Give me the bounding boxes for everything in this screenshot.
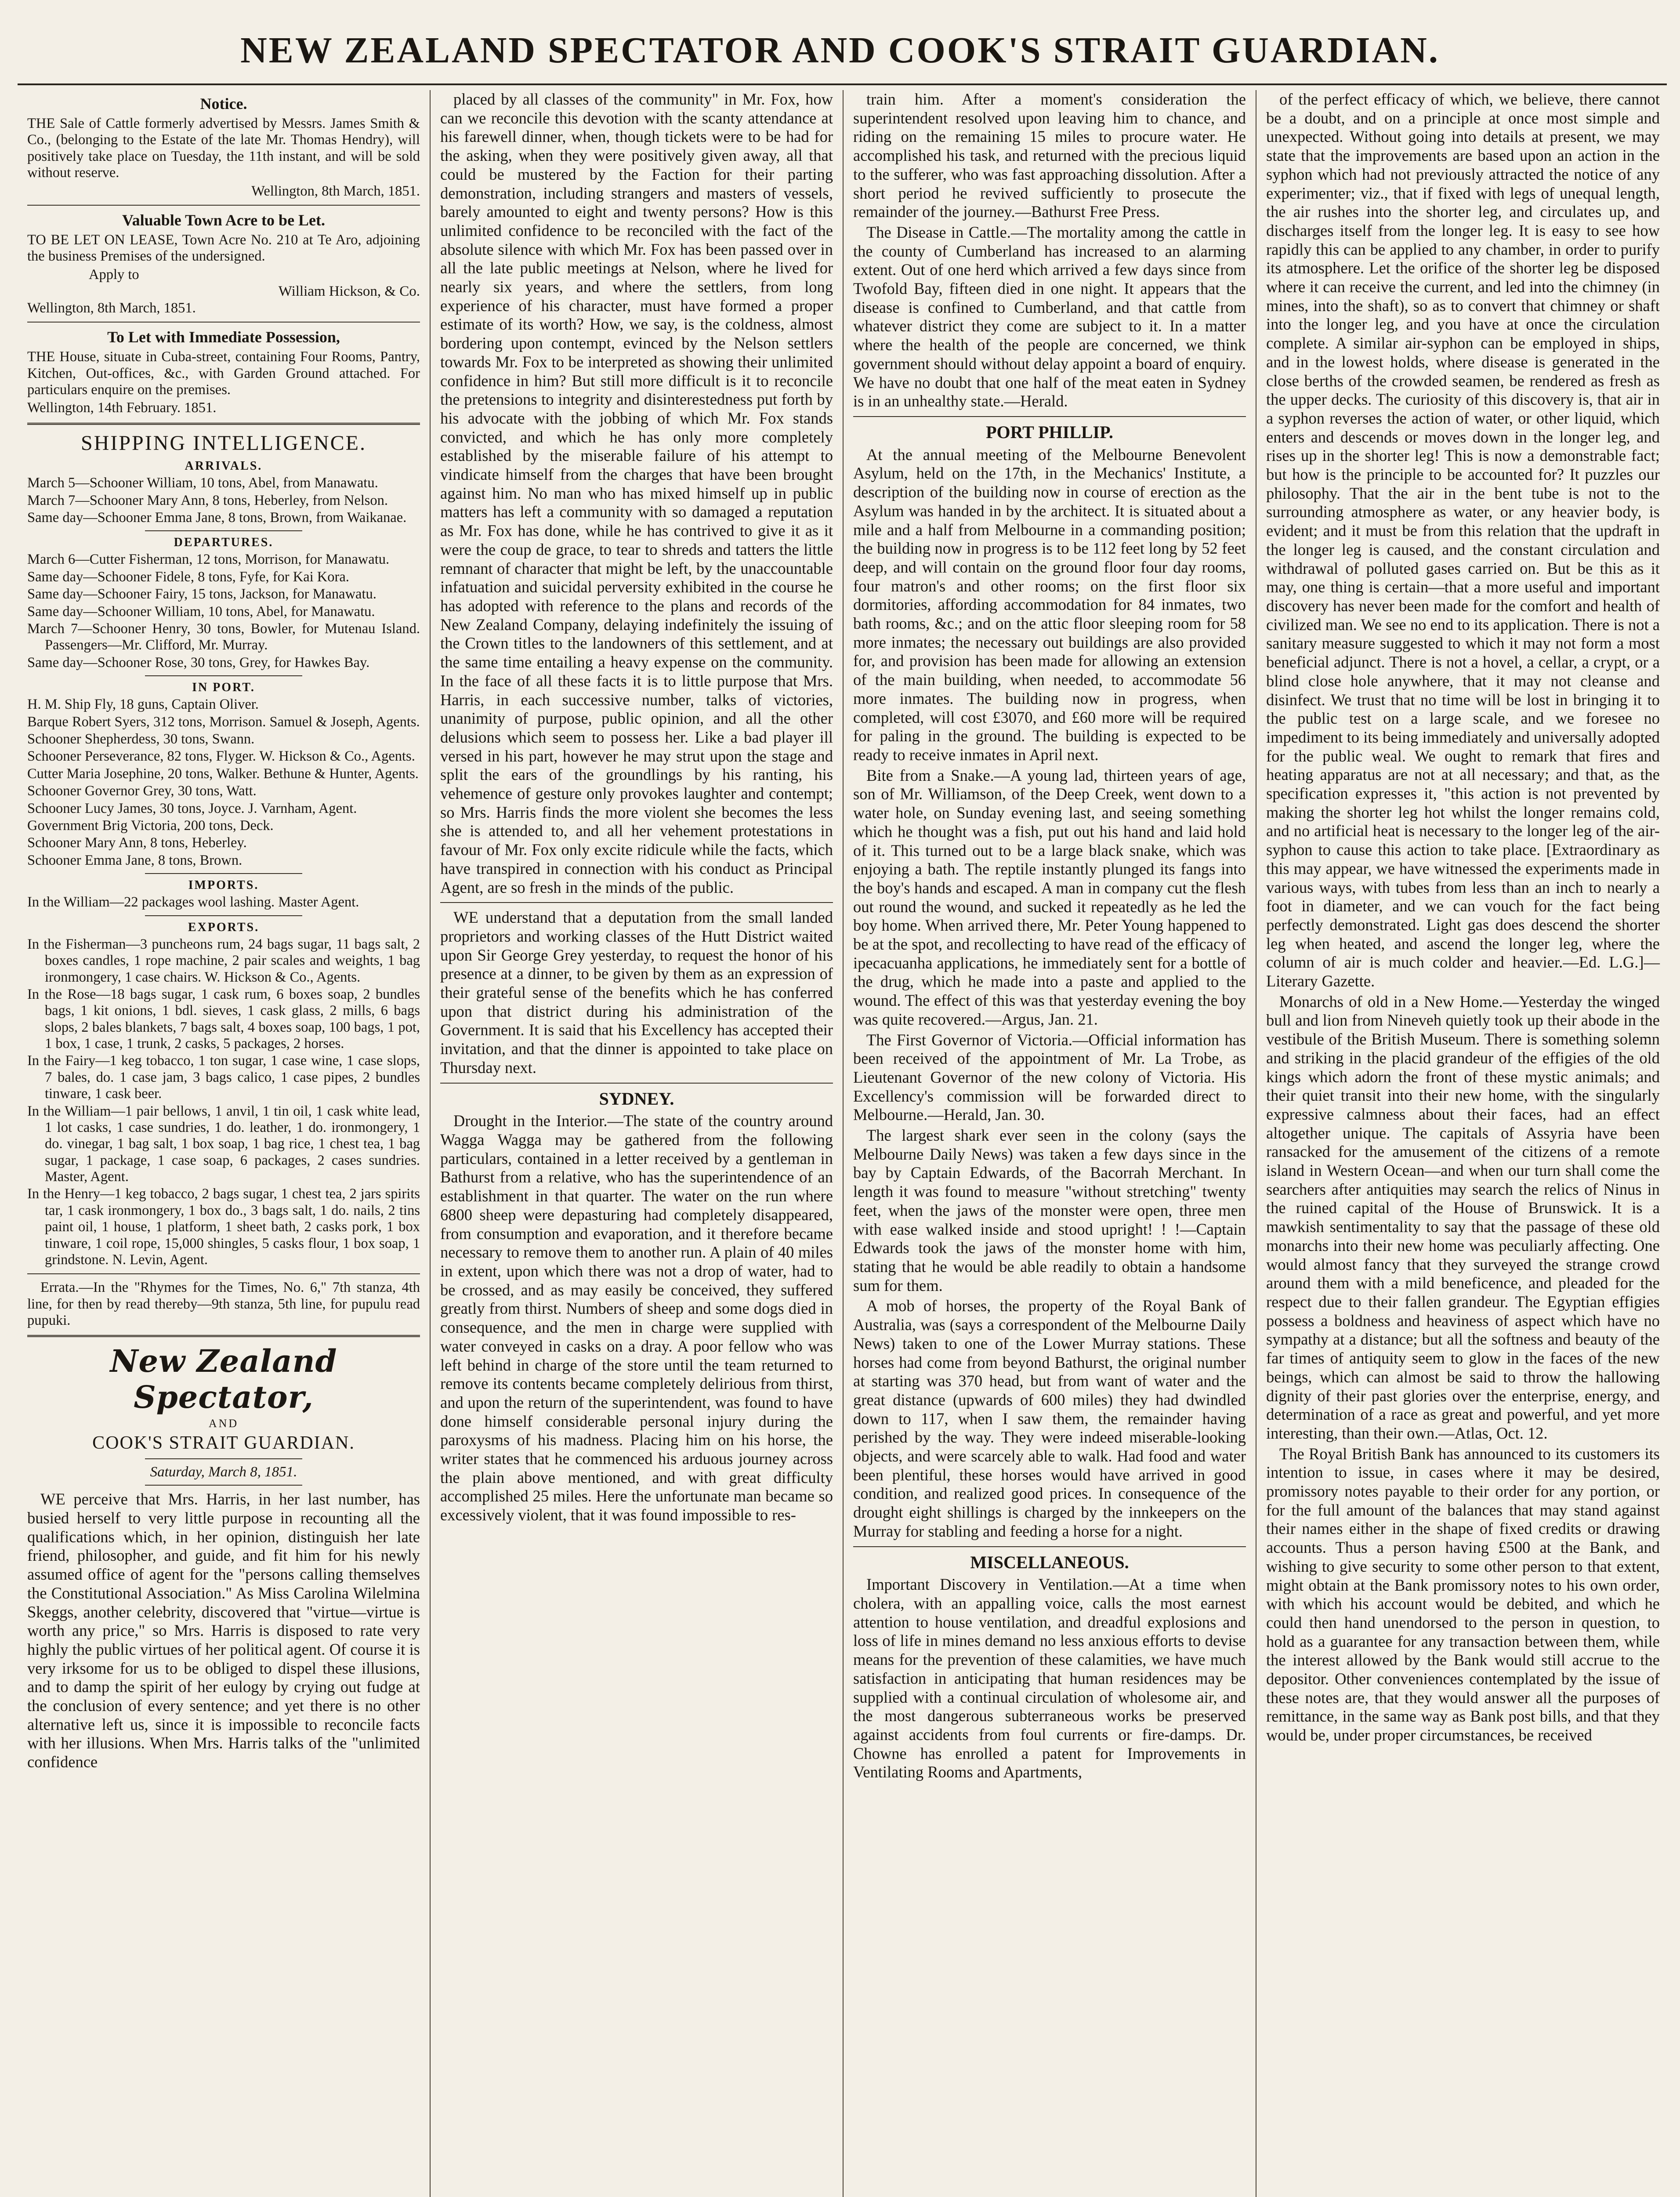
- masthead-title: NEW ZEALAND SPECTATOR AND COOK'S STRAIT GUARDIAN.: [240, 30, 1440, 71]
- divider: [145, 530, 302, 531]
- hutt-deputation-article: WE understand that a deputation from the small landed proprietors and working classes of the Hutt District waited upon Sir George Grey yesterday, to request the honor of his presence at a dinner, to be given by them as an expression of their grateful sense of the benefits which he has conferred upon that district during his administration of the Government. It is said that his Excellency has accepted their invitation, and that the dinner is appointed to take place on Thursday next.: [440, 908, 833, 1077]
- notice-body: THE House, situate in Cuba-street, containing Four Rooms, Pantry, Kitchen, Out-offices, &c., with Garden Ground attached. For particulars enquire on the premises.: [27, 349, 420, 398]
- divider: [145, 873, 302, 874]
- snake-bite-article: Bite from a Snake.—A young lad, thirteen years of age, son of Mr. Williamson, of the Deep Creek, went down to a water hole, on Sunday evening last, and seeing something which he thought was a fish, put out his hand and laid hold of it. This turned out to be a large black snake, which was enjoying a bath. The reptile instantly plunged its fangs into the boy's hands and escaped. A man in company cut the flesh out round the wound, and sucked it repeatedly as he led the boy home. When arrived there, Mr. Peter Young happened to be at the spot, and recollecting to have read of the efficacy of ipecacuanha applications, he immediately sent for a bottle of the drug, which he made into a paste and applied to the wound. The effect of this was that yesterday evening the boy was quite recovered.—Argus, Jan. 21.: [853, 766, 1246, 1028]
- royal-british-bank-article: The Royal British Bank has announced to its customers its intention to issue, in cases where it may be desired, promissory notes payable to their order for any portion, or for the full amount of the balances that may stand against their names either in the shape of fixed credits or drawing accounts. Thus a person having £500 at the Bank, and wishing to give security to some other person to that extent, might obtain at the Bank promissory notes to his own order, with which his account would be debited, and which he could then hand unendorsed to the person in question, to hold as a guarantee for any transaction between them, while the interest allowed by the Bank would still accrue to the depositor. Other conveniences contemplated by the issue of these notes are, that they would answer all the purposes of remittance, in the same way as Bank post bills, and that they would be, under proper circumstances, be received: [1266, 1444, 1660, 1744]
- departure-entry: Same day—Schooner Fidele, 8 tons, Fyfe, for Kai Kora.: [27, 569, 349, 585]
- arrival-entry: March 7—Schooner Mary Ann, 8 tons, Heberley, from Nelson.: [27, 492, 388, 508]
- notice-date: Wellington, 8th March, 1851.: [251, 183, 420, 199]
- shipping-heading: SHIPPING INTELLIGENCE.: [81, 431, 366, 455]
- miscellaneous-heading: MISCELLANEOUS.: [970, 1552, 1129, 1572]
- divider: [27, 423, 420, 425]
- departure-entry: Same day—Schooner Fairy, 15 tons, Jackson, for Manawatu.: [27, 586, 377, 602]
- errata: Errata.—In the "Rhymes for the Times, No. 6," 7th stanza, 4th line, for then by read thereby—9th stanza, 5th line, for pupulu read pupuki.: [27, 1280, 420, 1329]
- column-3: [844, 90, 1256, 2197]
- masthead-rule: [18, 83, 1667, 85]
- arrival-entry: Same day—Schooner Emma Jane, 8 tons, Brown, from Waikanae.: [27, 509, 407, 526]
- notice-signer: William Hickson, & Co.: [278, 283, 420, 300]
- arrivals-heading: ARRIVALS.: [185, 459, 263, 473]
- editorial-continued: placed by all classes of the community" in Mr. Fox, how can we reconcile this devotion with the scanty attendance at his farewell dinner, when, though tickets were to be had for the asking, when they were positively given away, all that could be mustered by the Faction for their parting demonstration, including strangers and masters of vessels, barely amounted to eight and twenty persons? How is this unlimited confidence to be reconciled with the fact of the absolute silence with which Mr. Fox has been passed over in all the late public meetings at Nelson, where he lived for nearly six years, and where the settlers, from long experience of his character, must have formed a proper estimate of its worth? How, we say, is the coldness, almost bordering upon contempt, evinced by the Nelson settlers towards Mr. Fox to be interpreted as showing their unlimited confidence in him? But still more difficult is it to reconcile the pretensions to integrity and disinterestedness put forth by his advocate with the jobbing of which Mr. Fox stands convicted, and which he has only more completely established by the miserable failure of his attempt to vindicate himself from the charges that have been brought against him. No man who has mixed himself up in public matters has left a community with so damaged a reputation as Mr. Fox has done, while he has contrived to give it as it were the coup de grace, to tear to shreds and tatters the little remnant of character that might be left, by the unaccountable infatuation and suicidal perversity exhibited in the course he has adopted with reference to the plans and records of the New Zealand Company, delaying indefinitely the issuing of the Crown titles to the landowners of this settlement, and at the same time entailing a heavy expense on the community. In the face of all these facts it is to little purpose that Mrs. Harris, in each successive number, talks of victories, unanimity of purpose, public opinion, and all the other delusions which seem to possess her. Like a bad player ill versed in his part, however he may strut upon the stage and split the ears of the groundlings by his ranting, his vehemence of gesture only provokes laughter and contempt; so Mrs. Harris finds the more violent she becomes the less she is attended to, and all her vehement protestations in favour of Mr. Fox only excite ridicule while the facts, which have transpired in connection with his conduct as Principal Agent, are so fresh in the minds of the public.: [440, 90, 833, 896]
- divider: [440, 1083, 833, 1084]
- departure-entry: March 7—Schooner Henry, 30 tons, Bowler, for Mutenau Island. Passengers—Mr. Clifford, Mr. Murray.: [27, 620, 420, 653]
- columns: [18, 90, 1669, 2197]
- divider: [27, 322, 420, 323]
- masthead: [0, 18, 1680, 83]
- notice-date: Wellington, 14th February. 1851.: [27, 400, 217, 416]
- drought-continued: train him. After a moment's consideration the superintendent resolved upon leaving him to chance, and riding on the remaining 15 miles to procure water. He accomplished his task, and returned with the precious liquid to the sufferer, who was fast approaching dissolution. After a short period he revived sufficiently to prosecute the remainder of the journey.—Bathurst Free Press.: [853, 90, 1246, 221]
- imports-heading: IMPORTS.: [188, 878, 259, 892]
- sydney-drought-article: Drought in the Interior.—The state of the country around Wagga Wagga may be gathered from the following particulars, contained in a letter received by a gentleman in Bathurst from a relative, who has the superintendence of an establishment in that quarter. The water on the run where 6800 sheep were depasturing had completely disappeared, from consumption and evaporation, and it therefore became necessary to remove them to another run. A plain of 40 miles in extent, upon which there was not a drop of water, had to be crossed, and as may easily be conceived, they suffered greatly from thirst. Numbers of sheep and some dogs died in consequence, and the men in charge were supplied with water conveyed in casks on a dray. A poor fellow who was left behind in charge of the store until the team returned to remove its contents became completely delirious from thirst, and upon the return of the superintendent, was found to have done himself considerable personal injury during the paroxysms of his madness. Placing him on his horse, the writer states that he commenced his arduous journey across the plain above mentioned, and with great difficulty accomplished 25 miles. Here the unfortunate man became so excessively violent, that it was found impossible to res-: [440, 1112, 833, 1524]
- divider: [27, 205, 420, 206]
- column-2: [431, 90, 844, 2197]
- divider: [145, 675, 302, 676]
- import-entry: In the William—22 packages wool lashing. Master Agent.: [27, 894, 359, 910]
- export-entry: In the Fisherman—3 puncheons rum, 24 bags sugar, 11 bags salt, 2 boxes candles, 1 rope machine, 2 pair scales and weights, 1 bag ironmongery, 1 case chairs. W. Hickson & Co., Agents.: [27, 936, 420, 985]
- inport-entry: Schooner Emma Jane, 8 tons, Brown.: [27, 852, 243, 868]
- inport-entry: H. M. Ship Fly, 18 guns, Captain Oliver.: [27, 696, 259, 713]
- ventilation-continued: of the perfect efficacy of which, we believe, there cannot be a doubt, and on a principle at once most simple and unexpected. Without going into details at present, we may state that the improvements are based upon an action in the syphon which had not previously attracted the notice of any experimenter; viz., that if fixed with legs of unequal length, the air rushes into the shorter leg, and circulates up, and discharges itself from the longer leg. It is easy to see how rapidly this can be applied to any chamber, in order to purify its atmosphere. Let the orifice of the shorter leg be disposed where it can receive the current, and led into the chimney (in mines, into the shaft), so as to convert that chimney or shaft into the longer leg, and you have at once the circulation complete. A similar air-syphon can be employed in ships, and in the lowest holds, where disease is generated in the close berths of the crowded seamen, be rendered as fresh as the upper decks. The curiosity of this discovery is, that air in a syphon reverses the action of water, or other liquid, which enters and descends or moves down in the longer leg, and rises up in the shorter leg! This is now a demonstrable fact; but how is the principle to be accounted for? It puzzles our philosophy. That the air in the bent tube is not to the surrounding atmosphere as water, or any heavier body, is evident; and it must be from this relation that the updraft in the longer leg is caused, and the constant circulation and withdrawal of polluted gases carried on. But be this as it may, one thing is certain—that a more useful and important discovery has never been made for the comfort and health of civilized man. We see no end to its application. There is not a sanitary measure suggested to which it may not form a most beneficial adjunct. There is not a hovel, a cellar, a crypt, or a blind close hole anywhere, that it may not cleanse and disinfect. We trust that no time will be lost in bringing it to the public test on a large scale, and we foresee no impediment to its being immediately and universally adopted for the public weal. We ought to remark that fires and heating apparatus are not at all necessary; and that, as the specification expresses it, "this action is not prevented by making the shorter leg hot whilst the longer remains cold, and no artificial heat is necessary to the longer leg of the air-syphon to cause this action to take place. [Extraordinary as this may appear, we have witnessed the experiments made in various ways, with tubes from less than an inch to nearly a foot in diameter, and we can vouch for the fact being perfectly demonstrated. Light gas does descend the shorter leg when heated, and ascend the longer leg, where the column of air is much colder and heavier.—Ed. L.G.]—Literary Gazette.: [1266, 90, 1660, 990]
- ventilation-article: Important Discovery in Ventilation.—At a time when cholera, with an appalling voice, calls the most earnest attention to house ventilation, and dreadful explosions and loss of life in mines demand no less anxious efforts to devise means for the prevention of these calamities, we have much satisfaction in anticipating that human residences may be supplied with a continual circulation of wholesome air, and the most dangerous subterraneous works be preserved against accidents from foul currents or fire-damps. Dr. Chowne has enrolled a patent for Improvements in Ventilating Rooms and Apartments,: [853, 1575, 1246, 1781]
- editorial-paragraph: WE perceive that Mrs. Harris, in her last number, has busied herself to very little purpose in recounting all the qualifications which, in her opinion, distinguish her late friend, philosopher, and guide, and fit him for his newly assumed office of agent for the "persons calling themselves the Constitutional Association." As Miss Carolina Wilelmina Skeggs, another celebrity, discovered that "virtue—virtue is worth any price," so Mrs. Harris is disposed to rate very highly the public virtues of her political agent. Of course it is very irksome for us to be obliged to dispel these illusions, and to damp the spirit of her eulogy by crying out fudge at the conclusion of every sentence; and yet there is no other alternative left us, since it is impossible to reconcile facts with her illusions. When Mrs. Harris talks of the "unlimited confidence: [27, 1490, 420, 1771]
- divider: [27, 1335, 420, 1337]
- shipping-section: [27, 459, 420, 1268]
- inport-entry: Cutter Maria Josephine, 20 tons, Walker. Bethune & Hunter, Agents.: [27, 765, 419, 782]
- column-1: [18, 90, 431, 2197]
- exports-heading: EXPORTS.: [188, 920, 260, 934]
- column-4: [1256, 90, 1669, 2197]
- inport-entry: Barque Robert Syers, 312 tons, Morrison. Samuel & Joseph, Agents.: [27, 714, 420, 730]
- shark-article: The largest shark ever seen in the colony (says the Melbourne Daily News) was taken a few days since in the bay by Captain Edwards, of the Bacorrah Merchant. In length it was found to measure "without stretching" twenty feet, when the jaws of the monster were open, three men with ease walked inside and stood upright! ! !—Captain Edwards took the jaws of the monster home with him, stating that he would be able readily to obtain a handsome sum for them.: [853, 1126, 1246, 1294]
- departures-heading: DEPARTURES.: [174, 536, 274, 550]
- notice-cattle-sale: [27, 94, 420, 199]
- divider: [145, 1485, 302, 1486]
- inport-entry: Schooner Mary Ann, 8 tons, Heberley.: [27, 835, 247, 851]
- export-entry: In the Fairy—1 keg tobacco, 1 ton sugar, 1 case wine, 1 case slops, 7 bales, do. 1 case jam, 3 bags calico, 1 case pipes, 2 bundles tinware, 1 cask beer.: [27, 1053, 420, 1102]
- divider: [145, 1458, 302, 1459]
- export-entry: In the Henry—1 keg tobacco, 2 bags sugar, 1 chest tea, 2 jars spirits tar, 1 cask ironmongery, 1 box do., 3 bags salt, 1 do. nails, 2 tins paint oil, 1 house, 1 platform, 1 sheet bath, 2 casks pork, 1 box tinware, 1 coil rope, 15,000 shingles, 5 casks flour, 1 box soap, 1 grindstone. N. Levin, Agent.: [27, 1186, 420, 1268]
- inport-entry: Schooner Shepherdess, 30 tons, Swann.: [27, 731, 255, 747]
- inport-entry: Schooner Perseverance, 82 tons, Flyger. W. Hickson & Co., Agents.: [27, 748, 415, 765]
- departure-entry: Same day—Schooner Rose, 30 tons, Grey, for Hawkes Bay.: [27, 654, 370, 671]
- notice-apply: Apply to: [89, 266, 139, 283]
- inport-entry: Government Brig Victoria, 200 tons, Deck.: [27, 817, 274, 834]
- notice-town-acre: [27, 211, 420, 316]
- divider: [853, 1546, 1246, 1547]
- paper-title: New Zealand Spectator,: [110, 1343, 337, 1416]
- port-phillip-heading: PORT PHILLIP.: [986, 422, 1113, 442]
- notice-title: Notice.: [200, 95, 247, 112]
- divider: [145, 915, 302, 916]
- issue-date: Saturday, March 8, 1851.: [150, 1464, 297, 1480]
- governor-victoria-article: The First Governor of Victoria.—Official information has been received of the appointment of Mr. La Trobe, as Lieutenant Governor of the new colony of Victoria. His Excellency's commission will be forwarded direct to Melbourne.—Herald, Jan. 30.: [853, 1030, 1246, 1124]
- notice-body: TO BE LET ON LEASE, Town Acre No. 210 at Te Aro, adjoining the business Premises of the undersigned.: [27, 232, 420, 265]
- sydney-heading: SYDNEY.: [599, 1088, 674, 1109]
- benevolent-asylum-article: At the annual meeting of the Melbourne Benevolent Asylum, held on the 17th, in the Mechanics' Institute, a description of the building now in course of erection as the Asylum was handed in by the architect. It is situated about a mile and a half from Melbourne in a commanding position; the building now in progress is to be 112 feet long by 52 feet deep, and will contain on the ground floor four day rooms, four matron's and other rooms; on the first floor six dormitories, affording accommodation for 84 inmates, two bath rooms, &c.; and on the attic floor sleeping room for 58 more inmates; the necessary out buildings are also provided for, and provision has been made for allowing an extension of the main building, when needed, to accommodate 56 more inmates. The building now in progress, when completed, will cost £3070, and £60 more will be required for paling in the ground. The building is expected to be ready to receive inmates in April next.: [853, 445, 1246, 764]
- export-entry: In the William—1 pair bellows, 1 anvil, 1 tin oil, 1 cask white lead, 1 lot casks, 1 case sundries, 1 do. leather, 1 do. ironmongery, 1 do. vinegar, 1 bag salt, 1 box soap, 1 bag rice, 1 chest tea, 1 bag sugar, 1 package, 1 case soap, 6 packages, 2 cases sundries. Master, Agent.: [27, 1103, 420, 1185]
- departure-entry: Same day—Schooner William, 10 tons, Abel, for Manawatu.: [27, 603, 375, 620]
- notice-body: THE Sale of Cattle formerly advertised by Messrs. James Smith & Co., (belonging to the Estate of the late Mr. Thomas Hendry), will positively take place on Tuesday, the 11th instant, and will be sold without reserve.: [27, 116, 420, 181]
- divider: [853, 416, 1246, 417]
- inport-entry: Schooner Governor Grey, 30 tons, Watt.: [27, 783, 257, 799]
- paper-and: AND: [208, 1417, 239, 1430]
- cattle-disease-article: The Disease in Cattle.—The mortality among the cattle in the county of Cumberland has increased to an alarming extent. Out of one herd which arrived a few days since from Twofold Bay, fifteen died in one night. It appears that the disease is confined to Cumberland, and that cattle from whatever district they come are subject to it. In a matter where the health of the people are concerned, we think government should without delay appoint a board of enquiry. We have no doubt that one half of the meat eaten in Sydney is in an unhealthy state.—Herald.: [853, 223, 1246, 410]
- horses-article: A mob of horses, the property of the Royal Bank of Australia, was (says a correspondent of the Melbourne Daily News) taken to one of the Lower Murray stations. These horses had come from beyond Bathurst, the original number at starting was 370 head, but from want of water and the great distance (upwards of 600 miles) they had dwindled down to 117, when I saw them, the remainder having perished by the way. They were indeed miserable-looking objects, and were scarcely able to walk. Had food and water been plentiful, these horses would have arrived in good condition, and realized good prices. In consequence of the drought eight shillings is charged by the innkeepers on the Murray for stabling and feeding a horse for a night.: [853, 1297, 1246, 1540]
- notice-date: Wellington, 8th March, 1851.: [27, 300, 196, 316]
- inport-entry: Schooner Lucy James, 30 tons, Joyce. J. Varnham, Agent.: [27, 800, 357, 816]
- notice-title: To Let with Immediate Possession,: [107, 328, 340, 346]
- arrival-entry: March 5—Schooner William, 10 tons, Abel, from Manawatu.: [27, 475, 378, 491]
- inport-heading: IN PORT.: [192, 681, 255, 695]
- paper-subtitle: COOK'S STRAIT GUARDIAN.: [92, 1432, 355, 1453]
- divider: [27, 1273, 420, 1274]
- divider: [440, 902, 833, 903]
- departure-entry: March 6—Cutter Fisherman, 12 tons, Morrison, for Manawatu.: [27, 551, 390, 568]
- export-entry: In the Rose—18 bags sugar, 1 cask rum, 6 boxes soap, 2 bundles bags, 1 kit onions, 1 bdl. sieves, 1 cask glass, 2 mills, 6 bags slops, 2 bales blankets, 7 bags salt, 4 boxes soap, 100 bags, 1 pot, 1 box, 1 case, 1 trunk, 2 casks, 5 packages, 2 horses.: [27, 986, 420, 1052]
- notice-to-let: [27, 328, 420, 417]
- monarchs-article: Monarchs of old in a New Home.—Yesterday the winged bull and lion from Nineveh quietly took up their abode in the vestibule of the British Museum. There is something solemn and striking in the placid grandeur of the effigies of the old kings which adorn the front of these mystic animals; and their quiet transit into their new home, with the singularly expressive calmness about their faces, had an effect altogether unique. The capitals of Assyria have been ransacked for the amusement of the citizens of a remote island in Western Ocean—and when our turn shall come the searchers after antiquities may search the relics of Ninus in the ruined capital of the House of Brunswick. It is a mawkish sentimentality to say that the passage of these old monarchs into their new home was peculiarly affecting. One would almost fancy that they surveyed the strange crowd around them with a mild beneficence, and pleaded for the respect due to their fallen grandeur. The Egyptian effigies possess a boldness and heaviness of aspect which have no sympathy at a distance; but all the softness and beauty of the far times of antiquity seem to glow in the faces of the new beings, which can almost be said to throw the hallowing dignity of their past glories over the enterprise, energy, and determination of a race as great and powerful, and yet more interesting, than their own.—Atlas, Oct. 12.: [1266, 992, 1660, 1442]
- notice-title: Valuable Town Acre to be Let.: [122, 211, 326, 229]
